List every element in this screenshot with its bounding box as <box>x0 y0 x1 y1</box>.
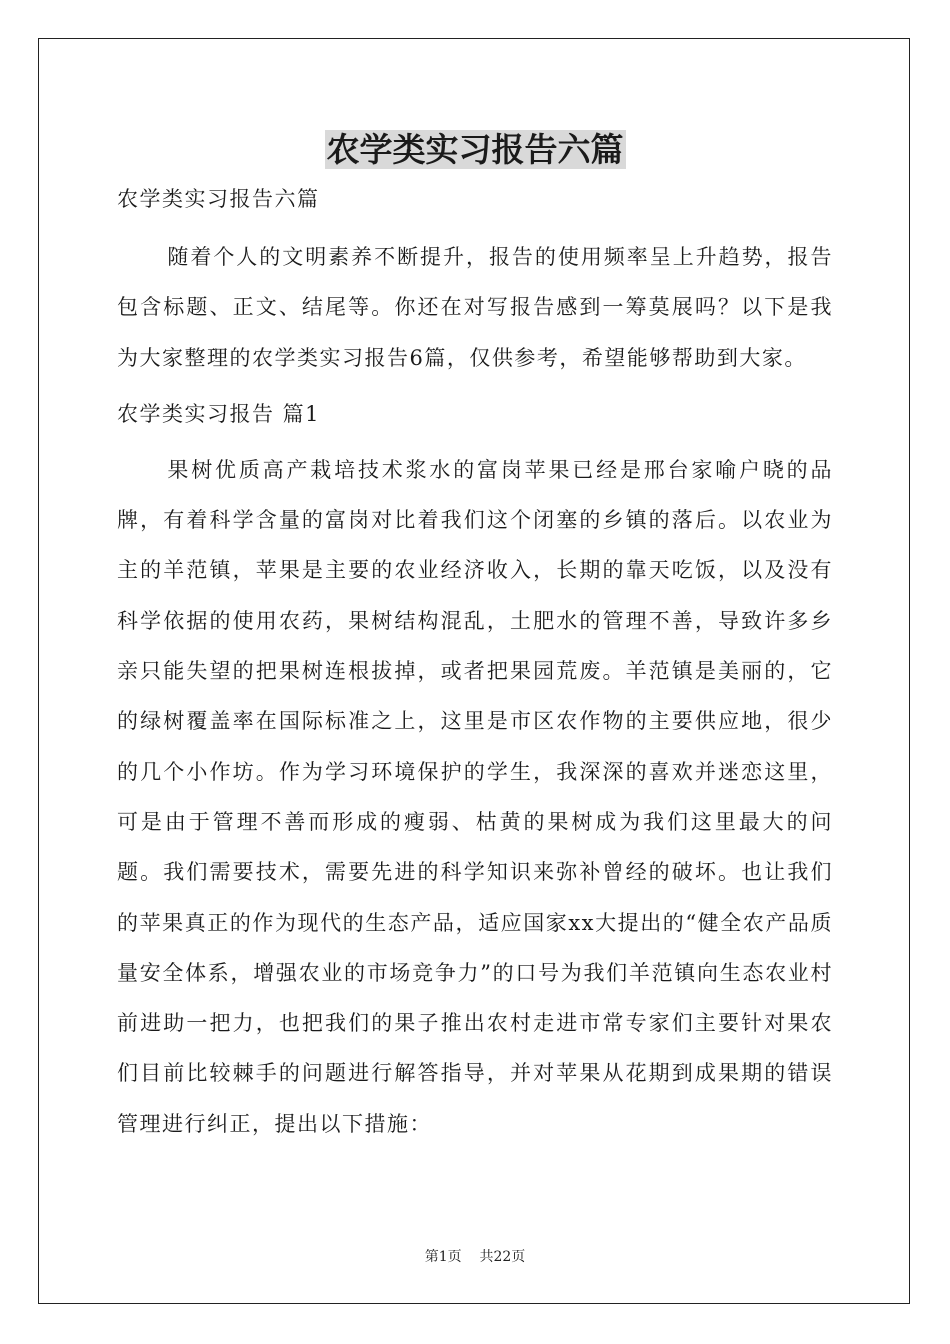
page-footer: 第1页 共22页 <box>424 1249 526 1265</box>
intro-paragraph: 随着个人的文明素养不断提升，报告的使用频率呈上升趋势，报告包含标题、正文、结尾等。你还在对写报告感到一筹莫展吗？以下是我为大家整理的农学类实习报告6篇，仅供参考，希望能够帮助到大家。 <box>117 245 833 370</box>
spacer <box>117 383 833 395</box>
spacer <box>117 218 833 232</box>
document-subtitle: 农学类实习报告六篇 <box>117 187 320 211</box>
section-heading: 农学类实习报告 篇1 <box>117 401 321 426</box>
spacer <box>117 433 833 445</box>
document-title <box>0 126 950 174</box>
section-paragraph: 果树优质高产栽培技术浆水的富岗苹果已经是邢台家喻户晓的品牌，有着科学含量的富岗对比着我们这个闭塞的乡镇的落后。以农业为主的羊范镇，苹果是主要的农业经济收入，长期的靠天吃饭，以及没有科学依据的使用农药，果树结构混乱，土肥水的管理不善，导致许多乡亲只能失望的把果树连根拔掉，或者把果园荒废。羊范镇是美丽的，它的绿树覆盖率在国际标准之上，这里是市区农作物的主要供应地，很少的几个小作坊。作为学习环境保护的学生，我深深的喜欢并迷恋这里，可是由于管理不善而形成的瘦弱、枯黄的果树成为我们这里最大的问题。我们需要技术，需要先进的科学知识来弥补曾经的破坏。也让我们的苹果真正的作为现代的生态产品，适应国家xx大提出的“健全农产品质量安全体系，增强农业的市场竞争力”的口号为我们羊范镇向生态农业村前进助一把力，也把我们的果子推出农村走进市常专家们主要针对果农们目前比较棘手的问题进行解答指导，并对苹果从花期到成果期的错误管理进行纠正，提出以下措施： <box>117 457 833 1136</box>
document-title-text: 农学类实习报告六篇 <box>326 130 624 169</box>
document-body <box>117 180 833 1149</box>
